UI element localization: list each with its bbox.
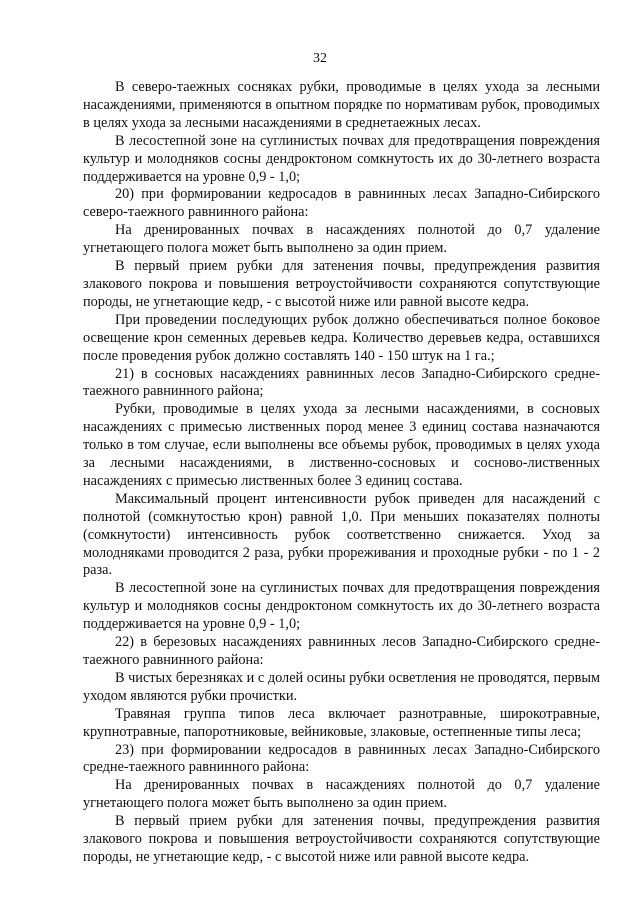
paragraph: Максимальный процент интенсивности рубок приведен для насаждений с полнотой (сомкнутостью крон) равной 1,0. При меньших показателях полноты (сомкнутости) интенсивность рубок соответственно снижается. Уход за молодняками проводится 2 раза, рубки прореживания и проходные рубки - по 1 - 2 раза. xyxy=(83,490,600,579)
paragraph: 22) в березовых насаждениях равнинных лесов Западно-Сибирского средне-таежного равнинного района: xyxy=(83,634,600,668)
paragraph: В первый прием рубки для затенения почвы, предупреждения развития злакового покрова и повышения ветроустойчивости сохраняются сопутствующие породы, не угнетающие кедр, - с высотой ниже или равной высоте кедра. xyxy=(83,258,600,310)
paragraph: 23) при формировании кедросадов в равнинных лесах Западно-Сибирского средне-таежного равнинного района: xyxy=(83,741,600,776)
paragraph: 21) в сосновых насаждениях равнинных лесов Западно-Сибирского средне-таежного равнинного района; xyxy=(83,365,600,400)
paragraph: Рубки, проводимые в целях ухода за лесными насаждениями, в сосновых насаждениях с примесью лиственных пород менее 3 единиц состава назначаются только в том случае, если выполнены все объемы рубок, проводимых в целях ухода за лесными насаждениями, в лиственно-сосновых и сосново-лиственных насаждениях с примесью лиственных более 3 единиц состава. xyxy=(83,401,600,489)
paragraph: На дренированных почвах в насаждениях полнотой до 0,7 удаление угнетающего полога может быть выполнено за один прием. xyxy=(83,777,600,812)
document-body xyxy=(83,79,600,867)
paragraph: В чистых березняках и с долей осины рубки осветления не проводятся, первым уходом являются рубки прочистки. xyxy=(83,669,600,704)
paragraph: 20) при формировании кедросадов в равнинных лесах Западно-Сибирского северо-таежного равнинного района: xyxy=(83,186,600,221)
paragraph: В северо-таежных сосняках рубки, проводимые в целях ухода за лесными насаждениями, применяются в опытном порядке по нормативам рубок, проводимых в целях ухода за лесными насаждениями в среднетаежных лесах. xyxy=(83,79,600,131)
paragraph: В лесостепной зоне на суглинистых почвах для предотвращения повреждения культур и молодняков сосны дендроктоном сомкнутость их до 30-летнего возраста поддерживается на уровне 0,9 - 1,0; xyxy=(83,580,600,633)
paragraph: В первый прием рубки для затенения почвы, предупреждения развития злакового покрова и повышения ветроустойчивости сохраняются сопутствующие породы, не угнетающие кедр, - с высотой ниже или равной высоте кедра. xyxy=(83,813,600,865)
paragraph: В лесостепной зоне на суглинистых почвах для предотвращения повреждения культур и молодняков сосны дендроктоном сомкнутость их до 30-летнего возраста поддерживается на уровне 0,9 - 1,0; xyxy=(83,132,600,185)
page-number: 32 xyxy=(313,51,327,66)
paragraph: Травяная группа типов леса включает разнотравные, широкотравные, крупнотравные, папоротниковые, вейниковые, злаковые, остепненные типы леса; xyxy=(83,705,600,740)
paragraph: При проведении последующих рубок должно обеспечиваться полное боковое освещение крон семенных деревьев кедра. Количество деревьев кедра, оставшихся после проведения рубок должно составлять 140 - 150 штук на 1 га.; xyxy=(83,311,600,364)
paragraph: На дренированных почвах в насаждениях полнотой до 0,7 удаление угнетающего полога может быть выполнено за один прием. xyxy=(83,222,600,257)
